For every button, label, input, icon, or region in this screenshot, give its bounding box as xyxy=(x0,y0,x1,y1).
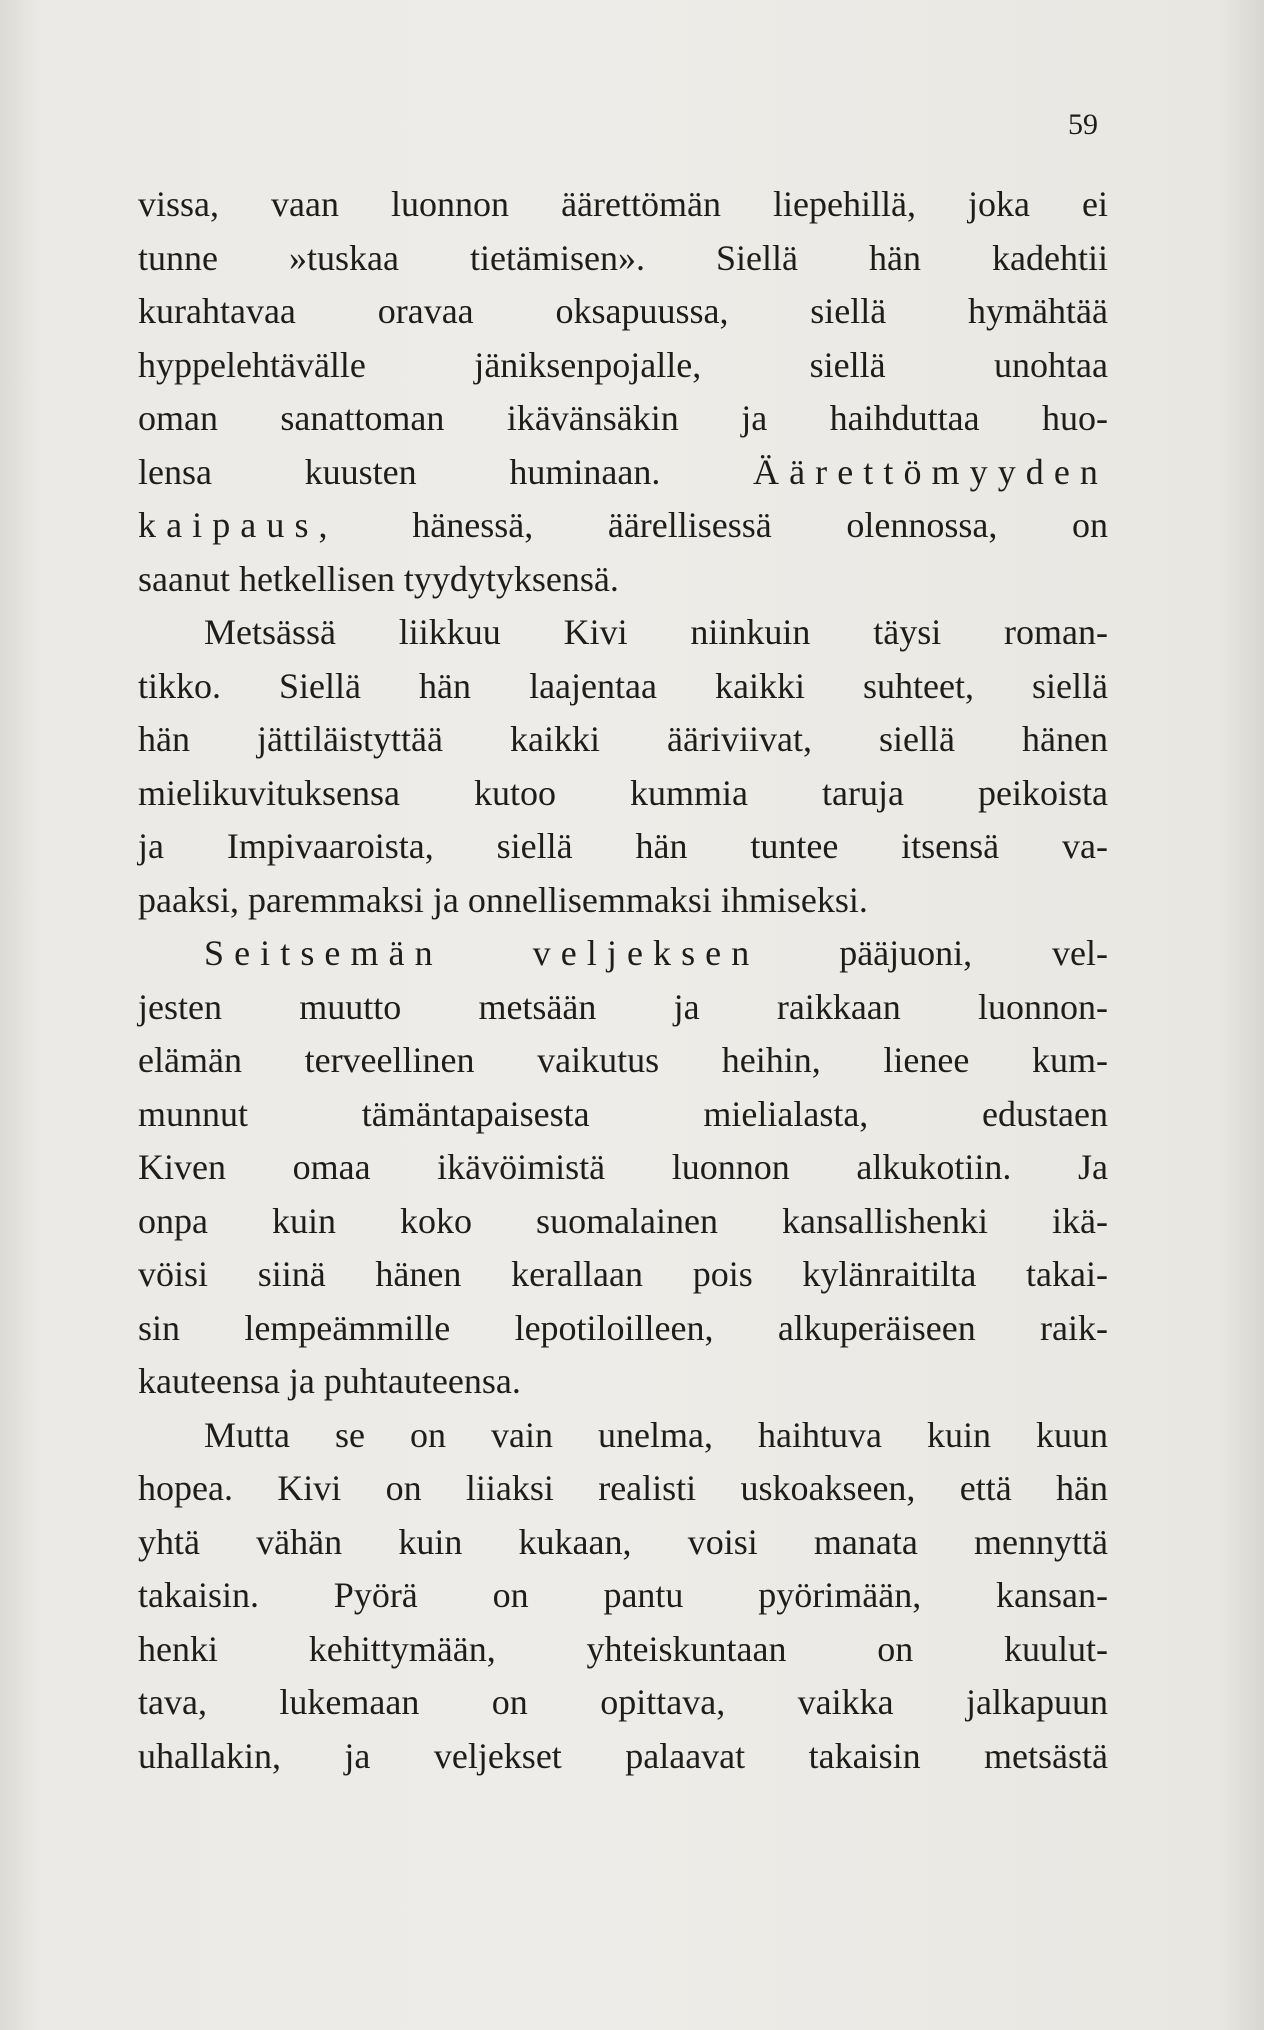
text-line: sin lempeämmille lepotiloilleen, alkuperäiseen raik- xyxy=(138,1307,1108,1348)
text-line: henki kehittymään, yhteiskuntaan on kuulut- xyxy=(138,1628,1108,1669)
text-line: tikko. Siellä hän laajentaa kaikki suhteet, siellä xyxy=(138,665,1108,706)
text-line: mielikuvituksensa kutoo kummia taruja peikoista xyxy=(138,772,1108,813)
text-line: vöisi siinä hänen kerallaan pois kylänraitilta takai- xyxy=(138,1254,1108,1294)
text-line: kauteensa ja puhtauteensa. xyxy=(138,1361,521,1401)
text-line: Metsässä liikkuu Kivi niinkuin täysi roman- xyxy=(204,612,1108,652)
text-line xyxy=(138,446,1108,500)
text-line: hän jättiläistyttää kaikki ääriviivat, siellä hänen xyxy=(138,719,1108,759)
text-line: kurahtavaa oravaa oksapuussa, siellä hymähtää xyxy=(138,291,1108,331)
text-segment: lensa kuusten huminaan. xyxy=(138,451,661,492)
emphasized-phrase: Äärettömyyden xyxy=(753,451,1108,492)
text-line xyxy=(138,927,1108,981)
emphasized-phrase: Seitsemän veljeksen xyxy=(204,933,760,973)
text-line: paaksi, paremmaksi ja onnellisemmaksi ihmiseksi. xyxy=(138,879,868,920)
text-line: uhallakin, ja veljekset palaavat takaisin metsästä xyxy=(138,1735,1108,1776)
text-line: yhtä vähän kuin kukaan, voisi manata mennyttä xyxy=(138,1521,1108,1562)
text-line: ja Impivaaroista, siellä hän tuntee itsensä va- xyxy=(138,826,1108,866)
text-line: vissa, vaan luonnon äärettömän liepehillä, joka ei xyxy=(138,184,1108,224)
text-segment: hänessä, äärellisessä olennossa, on xyxy=(412,505,1108,545)
text-line xyxy=(138,499,1108,553)
body-text xyxy=(138,178,1108,1783)
emphasized-phrase: kaipaus, xyxy=(138,505,338,545)
text-line: jesten muutto metsään ja raikkaan luonnon- xyxy=(138,986,1108,1027)
text-line: tava, lukemaan on opittava, vaikka jalkapuun xyxy=(138,1682,1108,1722)
text-line: Kiven omaa ikävöimistä luonnon alkukotiin. Ja xyxy=(138,1147,1108,1187)
text-line: oman sanattoman ikävänsäkin ja haihduttaa huo- xyxy=(138,398,1108,438)
text-line: hyppelehtävälle jäniksenpojalle, siellä unohtaa xyxy=(138,344,1108,385)
text-line: onpa kuin koko suomalainen kansallishenki ikä- xyxy=(138,1200,1108,1241)
text-line: saanut hetkellisen tyydytyksensä. xyxy=(138,558,619,599)
text-line: Mutta se on vain unelma, haihtuva kuin kuun xyxy=(204,1414,1108,1455)
page-number: 59 xyxy=(1068,108,1098,141)
text-line: munnut tämäntapaisesta mielialasta, edustaen xyxy=(138,1093,1108,1134)
text-line: elämän terveellinen vaikutus heihin, lienee kum- xyxy=(138,1040,1108,1080)
text-line: takaisin. Pyörä on pantu pyörimään, kansan- xyxy=(138,1575,1108,1615)
text-line: hopea. Kivi on liiaksi realisti uskoakseen, että hän xyxy=(138,1468,1108,1508)
text-line: tunne »tuskaa tietämisen». Siellä hän kadehtii xyxy=(138,237,1108,278)
text-segment: pääjuoni, vel- xyxy=(839,933,1108,973)
